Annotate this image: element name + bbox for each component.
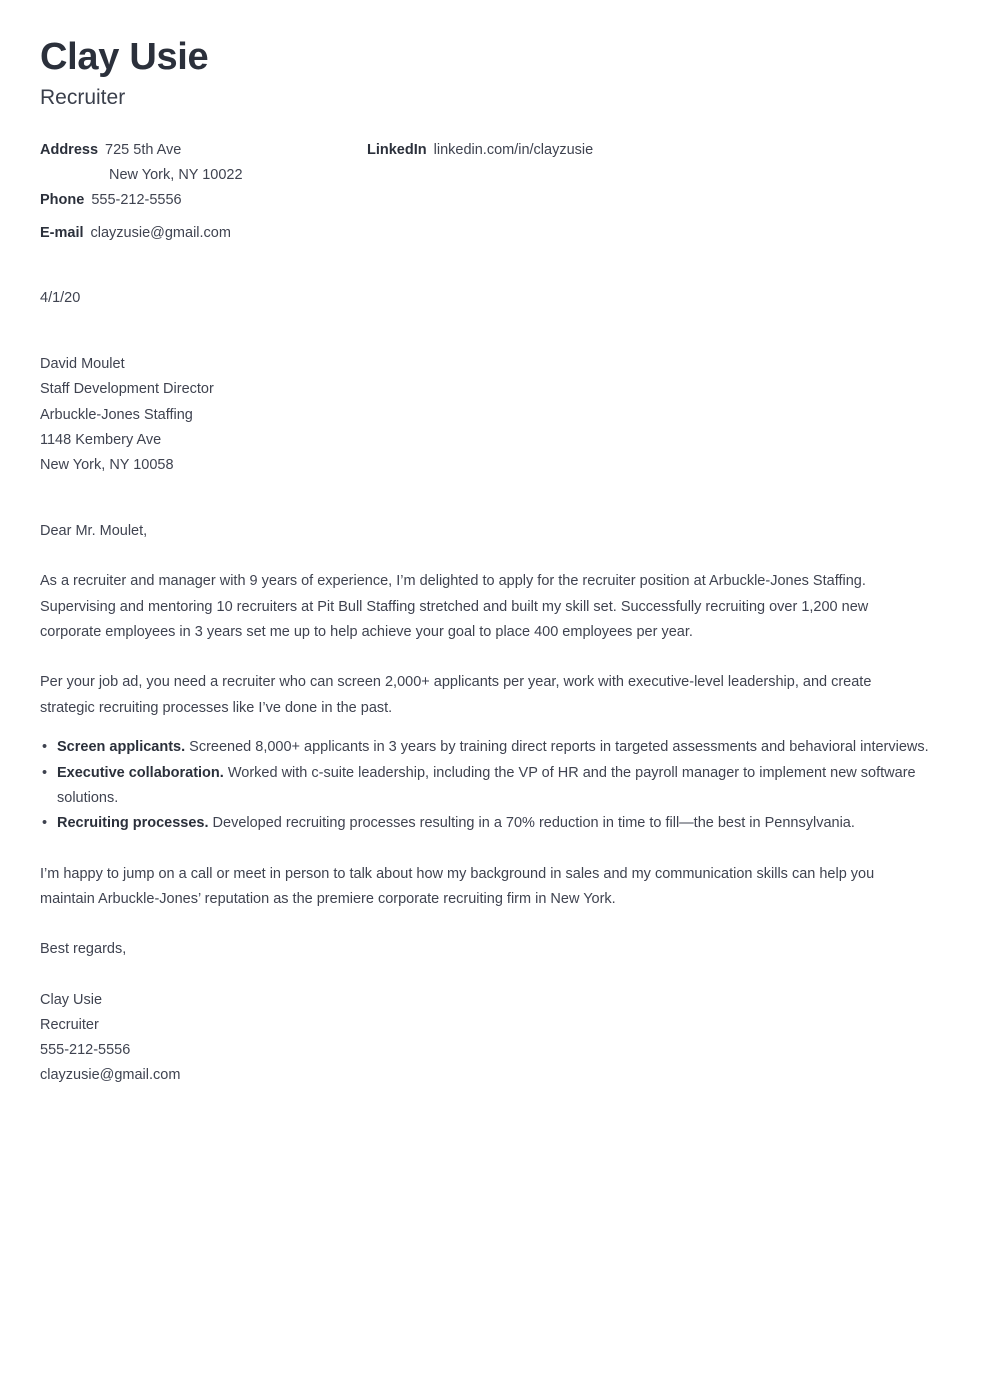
recipient-street: 1148 Kembery Ave <box>40 431 162 448</box>
contact-label-address: Address <box>40 142 99 158</box>
contact-column-right <box>367 138 927 163</box>
contact-row-address <box>40 138 370 163</box>
contact-value-phone: 555-212-5556 <box>91 192 182 208</box>
signature-block <box>40 988 950 1089</box>
body-paragraph-3: I’m happy to jump on a call or meet in person to talk about how my background in sales and my communication skills can help you maintain Arbuckle-Jones’ reputation as the premiere corporate recruiting firm in New York. <box>40 865 875 907</box>
signature-title: Recruiter <box>40 1016 99 1033</box>
contact-label-email: E-mail <box>40 225 84 241</box>
applicant-job-title: Recruiter <box>40 86 126 109</box>
list-item <box>40 761 950 812</box>
signature-email[interactable]: clayzusie@gmail.com <box>40 1067 181 1084</box>
recipient-city-state-zip: New York, NY 10058 <box>40 457 174 474</box>
contact-column-left <box>40 138 370 246</box>
achievements-list <box>40 735 950 836</box>
body-paragraph-1: As a recruiter and manager with 9 years of experience, I’m delighted to apply for the recruiter position at Arbuckle-Jones Staffing. Supervising and mentoring 10 recruiters at Pit Bull Staffing stretched and built my skill set. Successfully recruiting over 1,200 new corporate employees in 3 years set me up to help achieve your goal to place 400 employees per year. <box>40 573 869 641</box>
recipient-title: Staff Development Director <box>40 381 214 398</box>
contact-value-linkedin[interactable]: linkedin.com/in/clayzusie <box>433 142 594 158</box>
bullet-lead-label: Screen applicants. <box>57 739 186 756</box>
contact-value-email[interactable]: clayzusie@gmail.com <box>90 225 231 241</box>
recipient-company: Arbuckle-Jones Staffing <box>40 406 193 423</box>
closing-salutation: Best regards, <box>40 941 127 958</box>
letter-header <box>40 0 950 112</box>
bullet-lead-label: Executive collaboration. <box>57 764 224 781</box>
bullet-dot-icon: • <box>42 739 48 756</box>
signature-name: Clay Usie <box>40 991 103 1008</box>
letter-date: 4/1/20 <box>40 290 81 306</box>
bullet-lead-label: Recruiting processes. <box>57 815 209 832</box>
list-item <box>40 735 950 760</box>
contact-label-phone: Phone <box>40 192 85 208</box>
applicant-name: Clay Usie <box>40 36 209 78</box>
contact-value-address: 725 5th Ave <box>105 142 182 158</box>
body-paragraph-2: Per your job ad, you need a recruiter who can screen 2,000+ applicants per year, work with executive-level leadership, and create strategic recruiting processes like I’ve done in the past. <box>40 674 872 716</box>
recipient-name: David Moulet <box>40 356 125 372</box>
bullet-text: Worked with c-suite leadership, including the VP of HR and the payroll manager to implement new software solutions. <box>57 764 916 807</box>
contact-details <box>40 138 950 256</box>
salutation: Dear Mr. Moulet, <box>40 523 148 540</box>
signature-phone: 555-212-5556 <box>40 1042 131 1059</box>
contact-row-email <box>40 221 370 246</box>
list-item <box>40 811 950 836</box>
bullet-dot-icon: • <box>42 764 48 781</box>
contact-value-address-line2: New York, NY 10022 <box>109 167 243 183</box>
contact-row-phone <box>40 188 370 213</box>
bullet-dot-icon: • <box>42 815 48 832</box>
bullet-text: Screened 8,000+ applicants in 3 years by training direct reports in targeted assessments and behavioral interviews. <box>185 739 929 756</box>
bullet-text: Developed recruiting processes resulting in a 70% reduction in time to fill—the best in Pennsylvania. <box>208 815 855 832</box>
contact-label-linkedin: LinkedIn <box>367 142 427 158</box>
contact-row-linkedin <box>367 138 927 163</box>
recipient-address-block <box>40 352 950 478</box>
